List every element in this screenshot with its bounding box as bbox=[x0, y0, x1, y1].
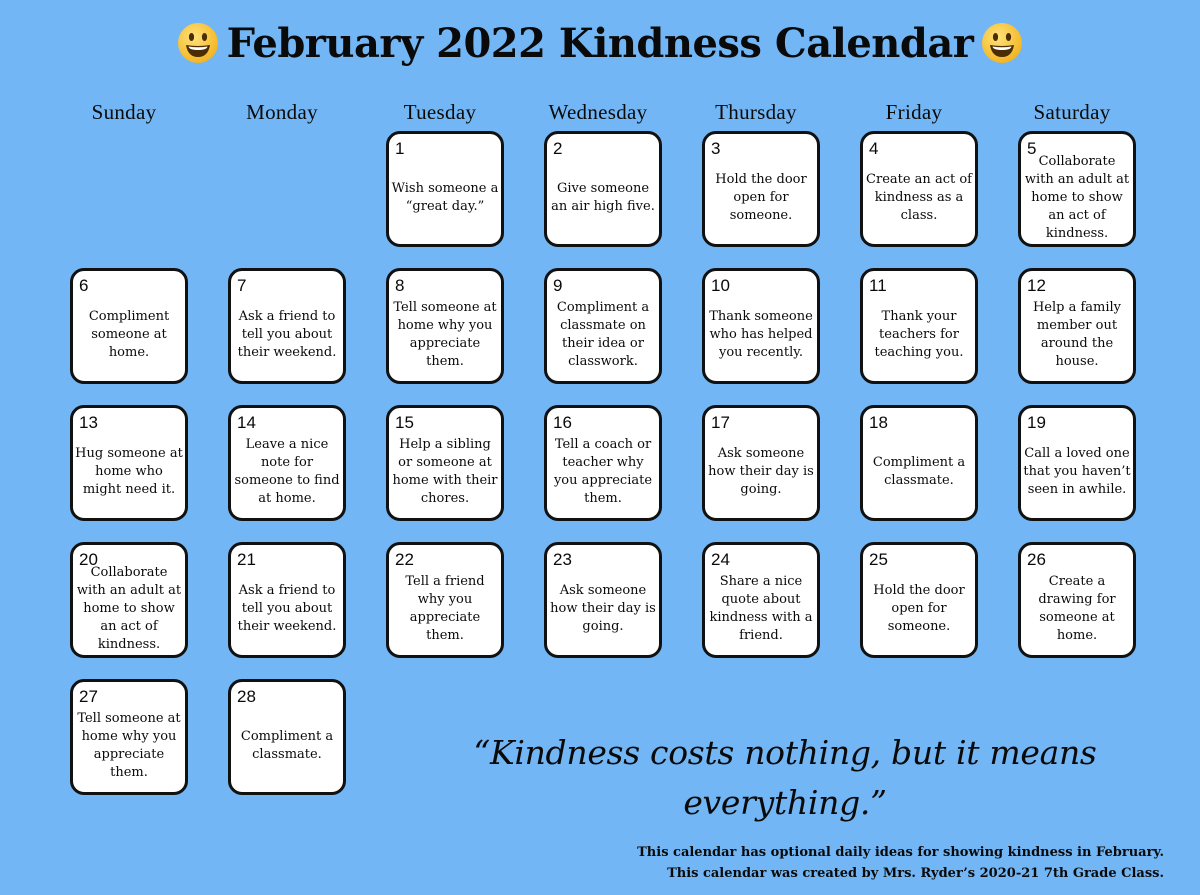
smiley-face-icon bbox=[981, 22, 1023, 64]
day-cell bbox=[228, 542, 346, 658]
weekday-saturday: Saturday bbox=[1033, 100, 1111, 124]
weekday-thursday: Thursday bbox=[715, 100, 797, 124]
day-number: 11 bbox=[869, 276, 887, 295]
day-number: 4 bbox=[869, 139, 879, 158]
day-activity: Compliment a classmate on their idea or classwork. bbox=[556, 300, 650, 369]
day-cell bbox=[702, 131, 820, 247]
weekday-wednesday: Wednesday bbox=[548, 100, 648, 124]
day-cell bbox=[702, 268, 820, 384]
day-cell bbox=[228, 679, 346, 795]
day-cell bbox=[860, 131, 978, 247]
day-activity: Ask someone how their day is going. bbox=[708, 446, 814, 497]
day-cell bbox=[386, 131, 504, 247]
day-activity: Create a drawing for someone at home. bbox=[1038, 574, 1116, 643]
calendar-title bbox=[0, 14, 1200, 74]
day-activity: Tell someone at home why you appreciate them. bbox=[77, 711, 181, 780]
footer-note bbox=[637, 842, 1164, 884]
day-activity: Hug someone at home who might need it. bbox=[75, 446, 183, 497]
day-activity: Give someone an air high five. bbox=[551, 181, 655, 214]
day-cell bbox=[544, 131, 662, 247]
day-activity: Compliment a classmate. bbox=[240, 729, 334, 762]
day-number: 14 bbox=[237, 413, 256, 432]
weekday-sunday: Sunday bbox=[91, 100, 157, 124]
day-activity: Hold the door open for someone. bbox=[873, 583, 965, 634]
day-number: 17 bbox=[711, 413, 730, 432]
weekday-monday: Monday bbox=[246, 100, 318, 124]
day-number: 9 bbox=[553, 276, 563, 295]
day-number: 13 bbox=[79, 413, 98, 432]
day-activity: Share a nice quote about kindness with a friend. bbox=[709, 574, 813, 643]
day-activity: Create an act of kindness as a class. bbox=[866, 172, 972, 223]
day-number: 20 bbox=[79, 550, 98, 569]
day-number: 5 bbox=[1027, 139, 1037, 158]
day-cell bbox=[1018, 542, 1136, 658]
day-cell bbox=[228, 405, 346, 521]
day-cell bbox=[386, 268, 504, 384]
day-number: 19 bbox=[1027, 413, 1046, 432]
day-number: 24 bbox=[711, 550, 730, 569]
day-activity: Thank your teachers for teaching you. bbox=[874, 309, 964, 360]
day-cell bbox=[70, 268, 188, 384]
day-number: 22 bbox=[395, 550, 414, 569]
day-cell bbox=[228, 268, 346, 384]
day-cell bbox=[702, 405, 820, 521]
day-number: 21 bbox=[237, 550, 256, 569]
day-number: 1 bbox=[395, 139, 405, 158]
day-activity: Tell a coach or teacher why you appreciate them. bbox=[553, 437, 653, 506]
day-cell bbox=[860, 268, 978, 384]
day-cell bbox=[1018, 268, 1136, 384]
day-cell bbox=[544, 542, 662, 658]
day-number: 12 bbox=[1027, 276, 1046, 295]
day-number: 2 bbox=[553, 139, 563, 158]
day-number: 6 bbox=[79, 276, 89, 295]
kindness-quote: “Kindness costs nothing, but it means everything.” bbox=[473, 733, 1097, 822]
day-activity: Call a loved one that you haven’t seen in awhile. bbox=[1023, 446, 1131, 497]
day-activity: Ask someone how their day is going. bbox=[550, 583, 656, 634]
day-number: 27 bbox=[79, 687, 98, 706]
day-number: 28 bbox=[237, 687, 256, 706]
day-cell bbox=[70, 405, 188, 521]
day-activity: Thank someone who has helped you recently. bbox=[709, 309, 813, 360]
footer-line-2: This calendar was created by Mrs. Ryder’s 2020-21 7th Grade Class. bbox=[667, 866, 1164, 881]
smiley-face-icon bbox=[177, 22, 219, 64]
day-activity: Tell someone at home why you appreciate them. bbox=[393, 300, 497, 369]
day-number: 26 bbox=[1027, 550, 1046, 569]
day-cell bbox=[70, 542, 188, 658]
day-activity: Help a family member out around the house. bbox=[1032, 300, 1122, 369]
calendar-title-text: February 2022 Kindness Calendar bbox=[226, 20, 974, 67]
day-activity: Help a sibling or someone at home with their chores. bbox=[392, 437, 498, 506]
day-number: 23 bbox=[553, 550, 572, 569]
day-cell bbox=[386, 542, 504, 658]
day-activity: Hold the door open for someone. bbox=[715, 172, 807, 223]
day-cell bbox=[860, 405, 978, 521]
day-activity: Ask a friend to tell you about their weekend. bbox=[237, 309, 337, 360]
day-activity: Wish someone a “great day.” bbox=[391, 181, 499, 214]
day-activity: Compliment a classmate. bbox=[872, 455, 966, 488]
weekday-tuesday: Tuesday bbox=[403, 100, 477, 124]
day-activity: Tell a friend why you appreciate them. bbox=[405, 574, 485, 643]
day-number: 8 bbox=[395, 276, 405, 295]
day-activity: Collaborate with an adult at home to show an act of kindness. bbox=[1024, 154, 1130, 241]
day-cell bbox=[1018, 405, 1136, 521]
day-cell bbox=[386, 405, 504, 521]
day-cell bbox=[860, 542, 978, 658]
day-activity: Ask a friend to tell you about their weekend. bbox=[237, 583, 337, 634]
day-number: 25 bbox=[869, 550, 888, 569]
day-activity: Compliment someone at home. bbox=[88, 309, 170, 360]
day-activity: Leave a nice note for someone to find at home. bbox=[234, 437, 340, 506]
footer-line-1: This calendar has optional daily ideas for showing kindness in February. bbox=[637, 845, 1164, 860]
day-cell bbox=[70, 679, 188, 795]
day-number: 10 bbox=[711, 276, 730, 295]
day-number: 18 bbox=[869, 413, 888, 432]
day-cell bbox=[544, 268, 662, 384]
day-activity: Collaborate with an adult at home to show an act of kindness. bbox=[76, 565, 182, 652]
day-cell bbox=[702, 542, 820, 658]
day-number: 7 bbox=[237, 276, 247, 295]
day-number: 3 bbox=[711, 139, 721, 158]
day-cell bbox=[1018, 131, 1136, 247]
weekday-friday: Friday bbox=[885, 100, 943, 124]
day-number: 16 bbox=[553, 413, 572, 432]
day-cell bbox=[544, 405, 662, 521]
day-number: 15 bbox=[395, 413, 414, 432]
